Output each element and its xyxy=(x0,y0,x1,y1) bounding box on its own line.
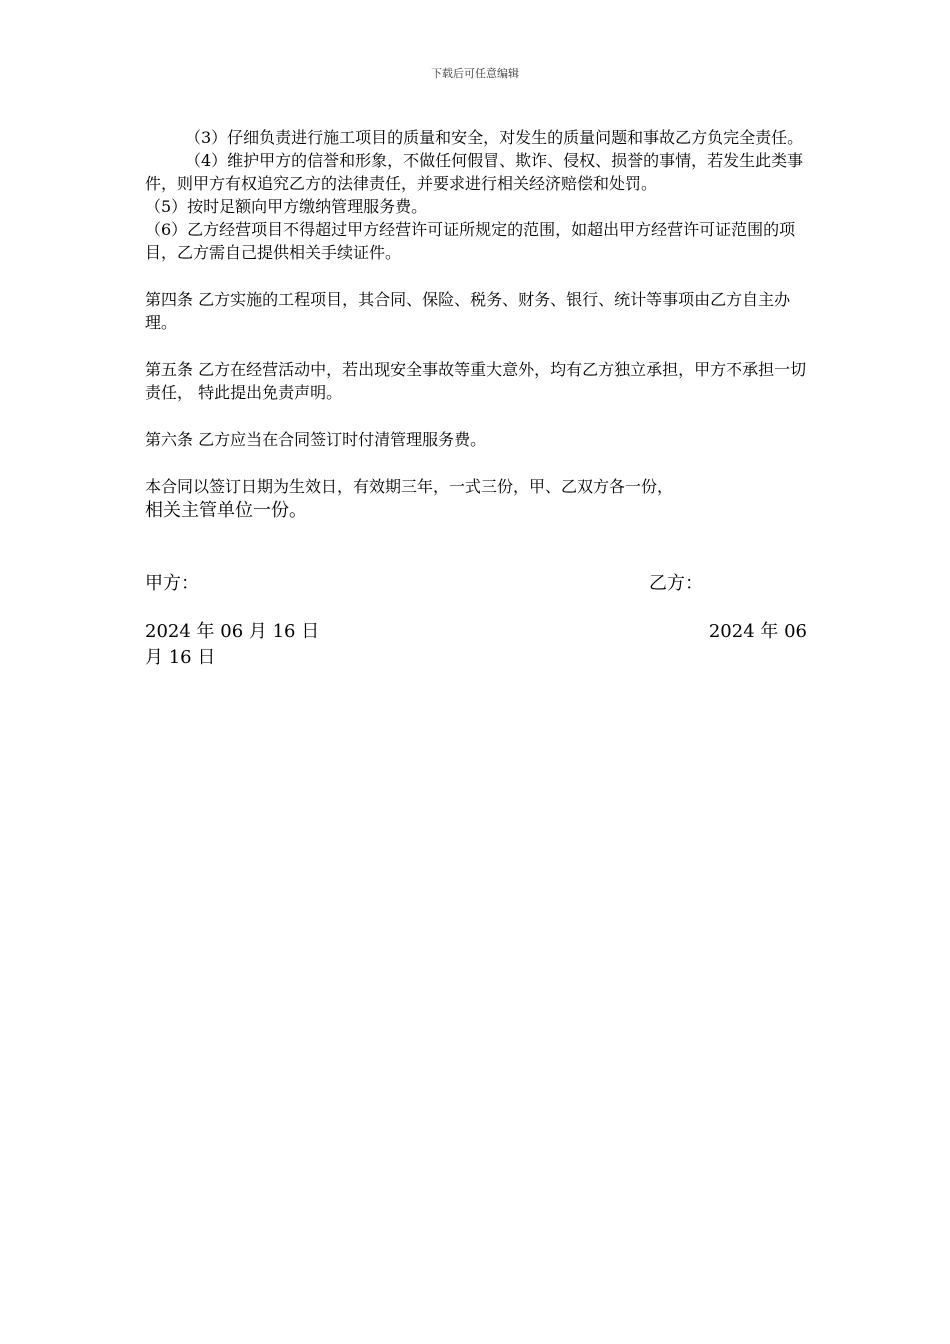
spacer xyxy=(145,334,807,358)
spacer xyxy=(145,523,807,571)
spacer xyxy=(145,451,807,475)
validity-clause-line1: 本合同以签订日期为生效日，有效期三年，一式三份，甲、乙双方各一份， xyxy=(145,477,674,496)
clause-4: （4）维护甲方的信誉和形象，不做任何假冒、欺诈、侵权、损誉的事情，若发生此类事件，则甲方有权追究乙方的法律责任，并要求进行相关经济赔偿和处罚。 xyxy=(145,151,804,193)
article-5: 第五条 乙方在经营活动中，若出现安全事故等重大意外，均有乙方独立承担，甲方不承担一切责任， 特此提出免责声明。 xyxy=(145,360,807,402)
party-b-date-part2: 月 16 日 xyxy=(145,647,216,668)
party-b-label: 乙方： xyxy=(649,573,703,594)
signature-dates xyxy=(145,619,807,671)
clause-3: （3）仔细负责进行施工项目的质量和安全，对发生的质量问题和事故乙方负完全责任。 xyxy=(185,128,804,147)
clause-5: （5）按时足额向甲方缴纳管理服务费。 xyxy=(145,197,428,216)
spacer xyxy=(145,597,807,619)
validity-clause-line2: 相关主管单位一份。 xyxy=(145,500,307,521)
page-header: 下载后可任意编辑 xyxy=(431,67,519,80)
clause-6: （6）乙方经营项目不得超过甲方经营许可证所规定的范围，如超出甲方经营许可证范围的项目，乙方需自己提供相关手续证件。 xyxy=(145,220,796,262)
spacer xyxy=(145,404,807,428)
party-b-date-part1: 2024 年 06 xyxy=(708,621,807,642)
party-a-date: 2024 年 06 月 16 日 xyxy=(145,621,320,642)
party-a-label: 甲方： xyxy=(145,573,199,594)
signature-row xyxy=(145,571,807,597)
article-4: 第四条 乙方实施的工程项目，其合同、保险、税务、财务、银行、统计等事项由乙方自主办理。 xyxy=(145,290,791,332)
article-6: 第六条 乙方应当在合同签订时付清管理服务费。 xyxy=(145,430,487,449)
document-body xyxy=(145,126,807,671)
spacer xyxy=(145,264,807,288)
